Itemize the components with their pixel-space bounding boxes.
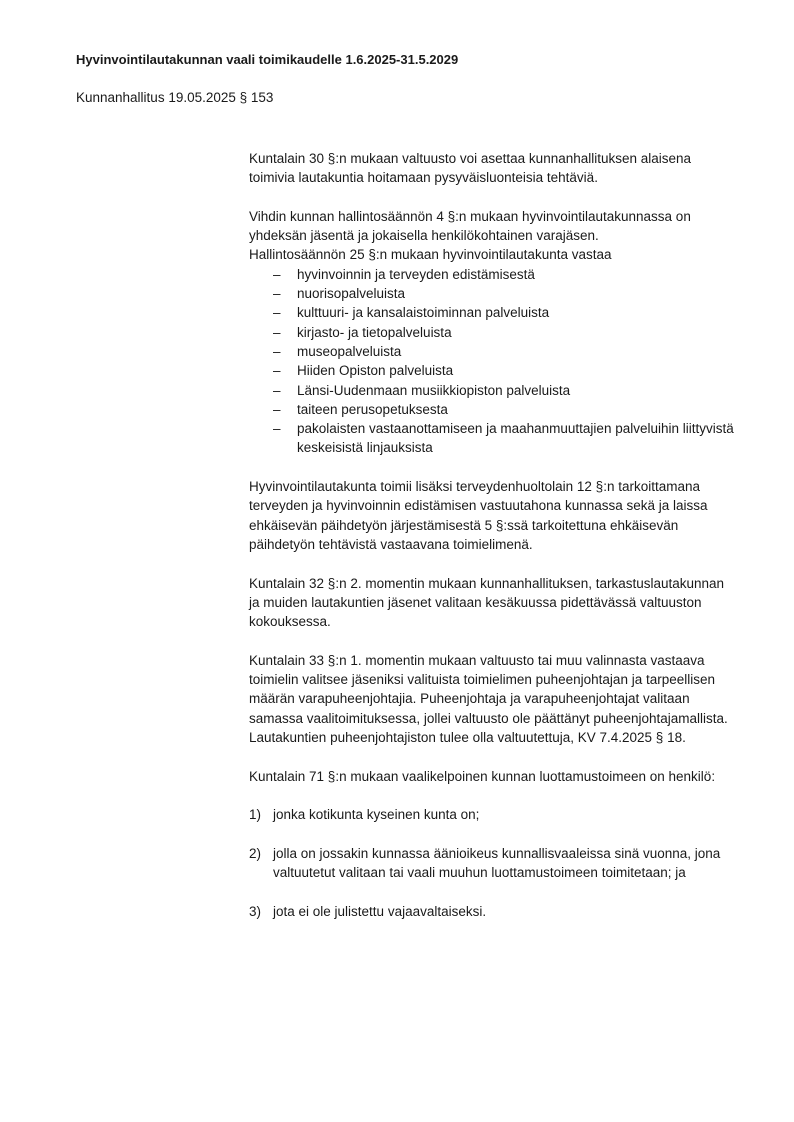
list-item bbox=[249, 323, 735, 342]
dash-marker: – bbox=[273, 421, 281, 437]
paragraph-gap bbox=[249, 554, 735, 573]
paragraph-gap bbox=[249, 458, 735, 477]
list-item bbox=[249, 265, 735, 284]
paragraph-kuntalaki-71: Kuntalain 71 §:n mukaan vaalikelpoinen kunnan luottamustoimeen on henkilö: bbox=[249, 768, 716, 784]
list-item bbox=[249, 361, 735, 380]
list-item-text: jota ei ole julistettu vajaavaltaiseksi. bbox=[273, 903, 487, 919]
list-item-text: Hiiden Opiston palveluista bbox=[297, 363, 454, 379]
document-title: Hyvinvointilautakunnan vaali toimikaudelle 1.6.2025-31.5.2029 bbox=[76, 52, 459, 67]
document-body bbox=[249, 149, 735, 921]
list-item bbox=[249, 902, 735, 921]
paragraph-gap bbox=[249, 631, 735, 650]
list-item-text: nuorisopalveluista bbox=[297, 286, 406, 302]
dash-marker: – bbox=[273, 266, 281, 282]
list-item bbox=[249, 805, 735, 824]
number-marker: 1) bbox=[249, 807, 262, 823]
number-marker: 2) bbox=[249, 845, 262, 861]
paragraph-terveydenhuoltolaki: Hyvinvointilautakunta toimii lisäksi terveydenhuoltolain 12 §:n tarkoittamana terveyden ja hyvinvoinnin edistämisen vastuutahona kunnassa sekä ja laissa ehkäisevän päihdetyön järjestämisestä 5 §:ssä tarkoitettuna ehkäisevän päihdetyön tehtävistä vastaavana toimielimenä. bbox=[249, 479, 708, 552]
number-marker: 3) bbox=[249, 903, 262, 919]
list-item bbox=[249, 419, 735, 458]
paragraph-gap bbox=[249, 786, 735, 805]
paragraph-gap bbox=[249, 747, 735, 766]
list-item-text: jolla on jossakin kunnassa äänioikeus kunnallisvaaleissa sinä vuonna, jona valtuutetut valitaan tai vaali muuhun luottamustoimeen toimitetaan; ja bbox=[273, 845, 721, 880]
list-item-text: hyvinvoinnin ja terveyden edistämisestä bbox=[297, 266, 535, 282]
list-item-text: Länsi-Uudenmaan musiikkiopiston palveluista bbox=[297, 382, 571, 398]
list-item bbox=[249, 284, 735, 303]
responsibility-list bbox=[249, 265, 735, 458]
list-item-text: kirjasto- ja tietopalveluista bbox=[297, 324, 452, 340]
paragraph-kuntalaki-32: Kuntalain 32 §:n 2. momentin mukaan kunnanhallituksen, tarkastuslautakunnan ja muiden lautakuntien jäsenet valitaan kesäkuussa pidettävässä valtuuston kokouksessa. bbox=[249, 575, 725, 630]
dash-marker: – bbox=[273, 286, 281, 302]
list-gap bbox=[249, 882, 735, 901]
list-item bbox=[249, 342, 735, 361]
list-item-text: museopalveluista bbox=[297, 343, 402, 359]
list-item bbox=[249, 381, 735, 400]
list-gap bbox=[249, 824, 735, 843]
paragraph-kuntalaki-33: Kuntalain 33 §:n 1. momentin mukaan valtuusto tai muu valinnasta vastaava toimielin valitsee jäseniksi valituista toimielimen puheenjohtajan ja tarpeellisen määrän varapuheenjohtajia. Puheenjohtaja ja varapuheenjohtajat valitaan samassa vaalitoimituksessa, jollei valtuusto ole päättänyt puheenjohtajamallista. Lautakuntien puheenjohtajiston tulee olla valtuutettuja, KV 7.4.2025 § 18. bbox=[249, 652, 728, 745]
dash-marker: – bbox=[273, 305, 281, 321]
list-item-text: jonka kotikunta kyseinen kunta on; bbox=[273, 807, 480, 823]
list-item-text: kulttuuri- ja kansalaistoiminnan palveluista bbox=[297, 305, 550, 321]
list-item bbox=[249, 844, 735, 883]
list-item-text: pakolaisten vastaanottamiseen ja maahanmuuttajien palveluihin liittyvistä keskeisistä linjauksista bbox=[297, 421, 734, 456]
dash-marker: – bbox=[273, 401, 281, 417]
meeting-reference: Kunnanhallitus 19.05.2025 § 153 bbox=[76, 90, 274, 105]
paragraph-hallintosaanto-4: Vihdin kunnan hallintosäännön 4 §:n mukaan hyvinvointilautakunnassa on yhdeksän jäsentä ja jokaisella henkilökohtainen varajäsen. bbox=[249, 208, 691, 244]
list-item bbox=[249, 303, 735, 322]
dash-marker: – bbox=[273, 343, 281, 359]
eligibility-list bbox=[249, 805, 735, 921]
list-item-text: taiteen perusopetuksesta bbox=[297, 401, 448, 417]
paragraph-kuntalaki-30: Kuntalain 30 §:n mukaan valtuusto voi asettaa kunnanhallituksen alaisena toimivia lautakuntia hoitamaan pysyväisluonteisia tehtäviä. bbox=[249, 151, 692, 186]
paragraph-gap bbox=[249, 188, 735, 207]
dash-marker: – bbox=[273, 324, 281, 340]
list-item bbox=[249, 400, 735, 419]
dash-marker: – bbox=[273, 363, 281, 379]
paragraph-hallintosaanto-25: Hallintosäännön 25 §:n mukaan hyvinvointilautakunta vastaa bbox=[249, 247, 612, 263]
dash-marker: – bbox=[273, 382, 281, 398]
